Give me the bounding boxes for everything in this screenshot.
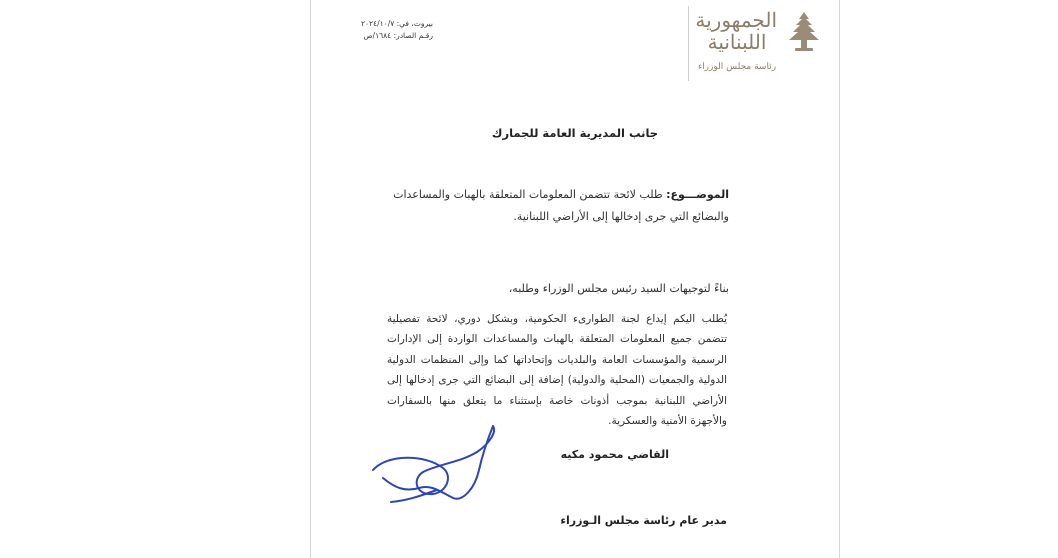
subject-label: الموضـــوع: bbox=[666, 188, 729, 201]
body-paragraph: يُطلب اليكم إيداع لجنة الطوارىء الحكومية، وبشكل دوري، لائحة تفصيلية تتضمن جميع المعلومات المتعلقة بالهبات والمساعدات الواردة إلى الإدارات الرسمية والمؤسسات العامة والبلديات وإتحاداتها كما وإلى المنظمات الدولية الدولية والجمعيات (المحلية والدولية) إضافة إلى البضائع التي جرى إدخالها إلى الأراضي اللبنانية بموجب أذونات خاصة بإستثناء ما يتعلق منها بالسفارات والأجهزة الأمنية والعسكرية. bbox=[387, 313, 727, 428]
subject-text: طلب لائحة تتضمن المعلومات المتعلقة بالهبات والمساعدات والبضائع التي جرى إدخالها إلى الأراضي اللبنانية. bbox=[393, 188, 729, 223]
republic-seal bbox=[697, 8, 777, 80]
seal-name-line1: الجمهورية bbox=[695, 8, 777, 32]
signatory-name: القاضي محمود مكيه bbox=[560, 448, 669, 461]
recipient-line: جانب المديرية العامة للجمارك bbox=[491, 126, 659, 140]
cedar-tree-icon bbox=[781, 10, 827, 54]
reference-number: رقـم الصادر: ١٦٨٤/ص bbox=[363, 31, 433, 40]
city-date: بيروت، في: ٢٠٢٤/١٠/٧ bbox=[361, 19, 433, 28]
reference-block bbox=[361, 18, 433, 42]
intro-line: بناءً لتوجيهات السيد رئيس مجلس الوزراء وطلبه، bbox=[508, 282, 729, 295]
letter-page bbox=[310, 0, 840, 558]
subject-block bbox=[389, 184, 729, 228]
seal-name-line2: اللبنانية bbox=[707, 30, 767, 54]
handwritten-signature bbox=[367, 418, 517, 518]
header-divider bbox=[688, 6, 689, 81]
seal-office: رئاسة مجلس الوزراء bbox=[697, 62, 777, 72]
signatory-title: مدير عام رئاسة مجلس الـوزراء bbox=[560, 514, 727, 527]
